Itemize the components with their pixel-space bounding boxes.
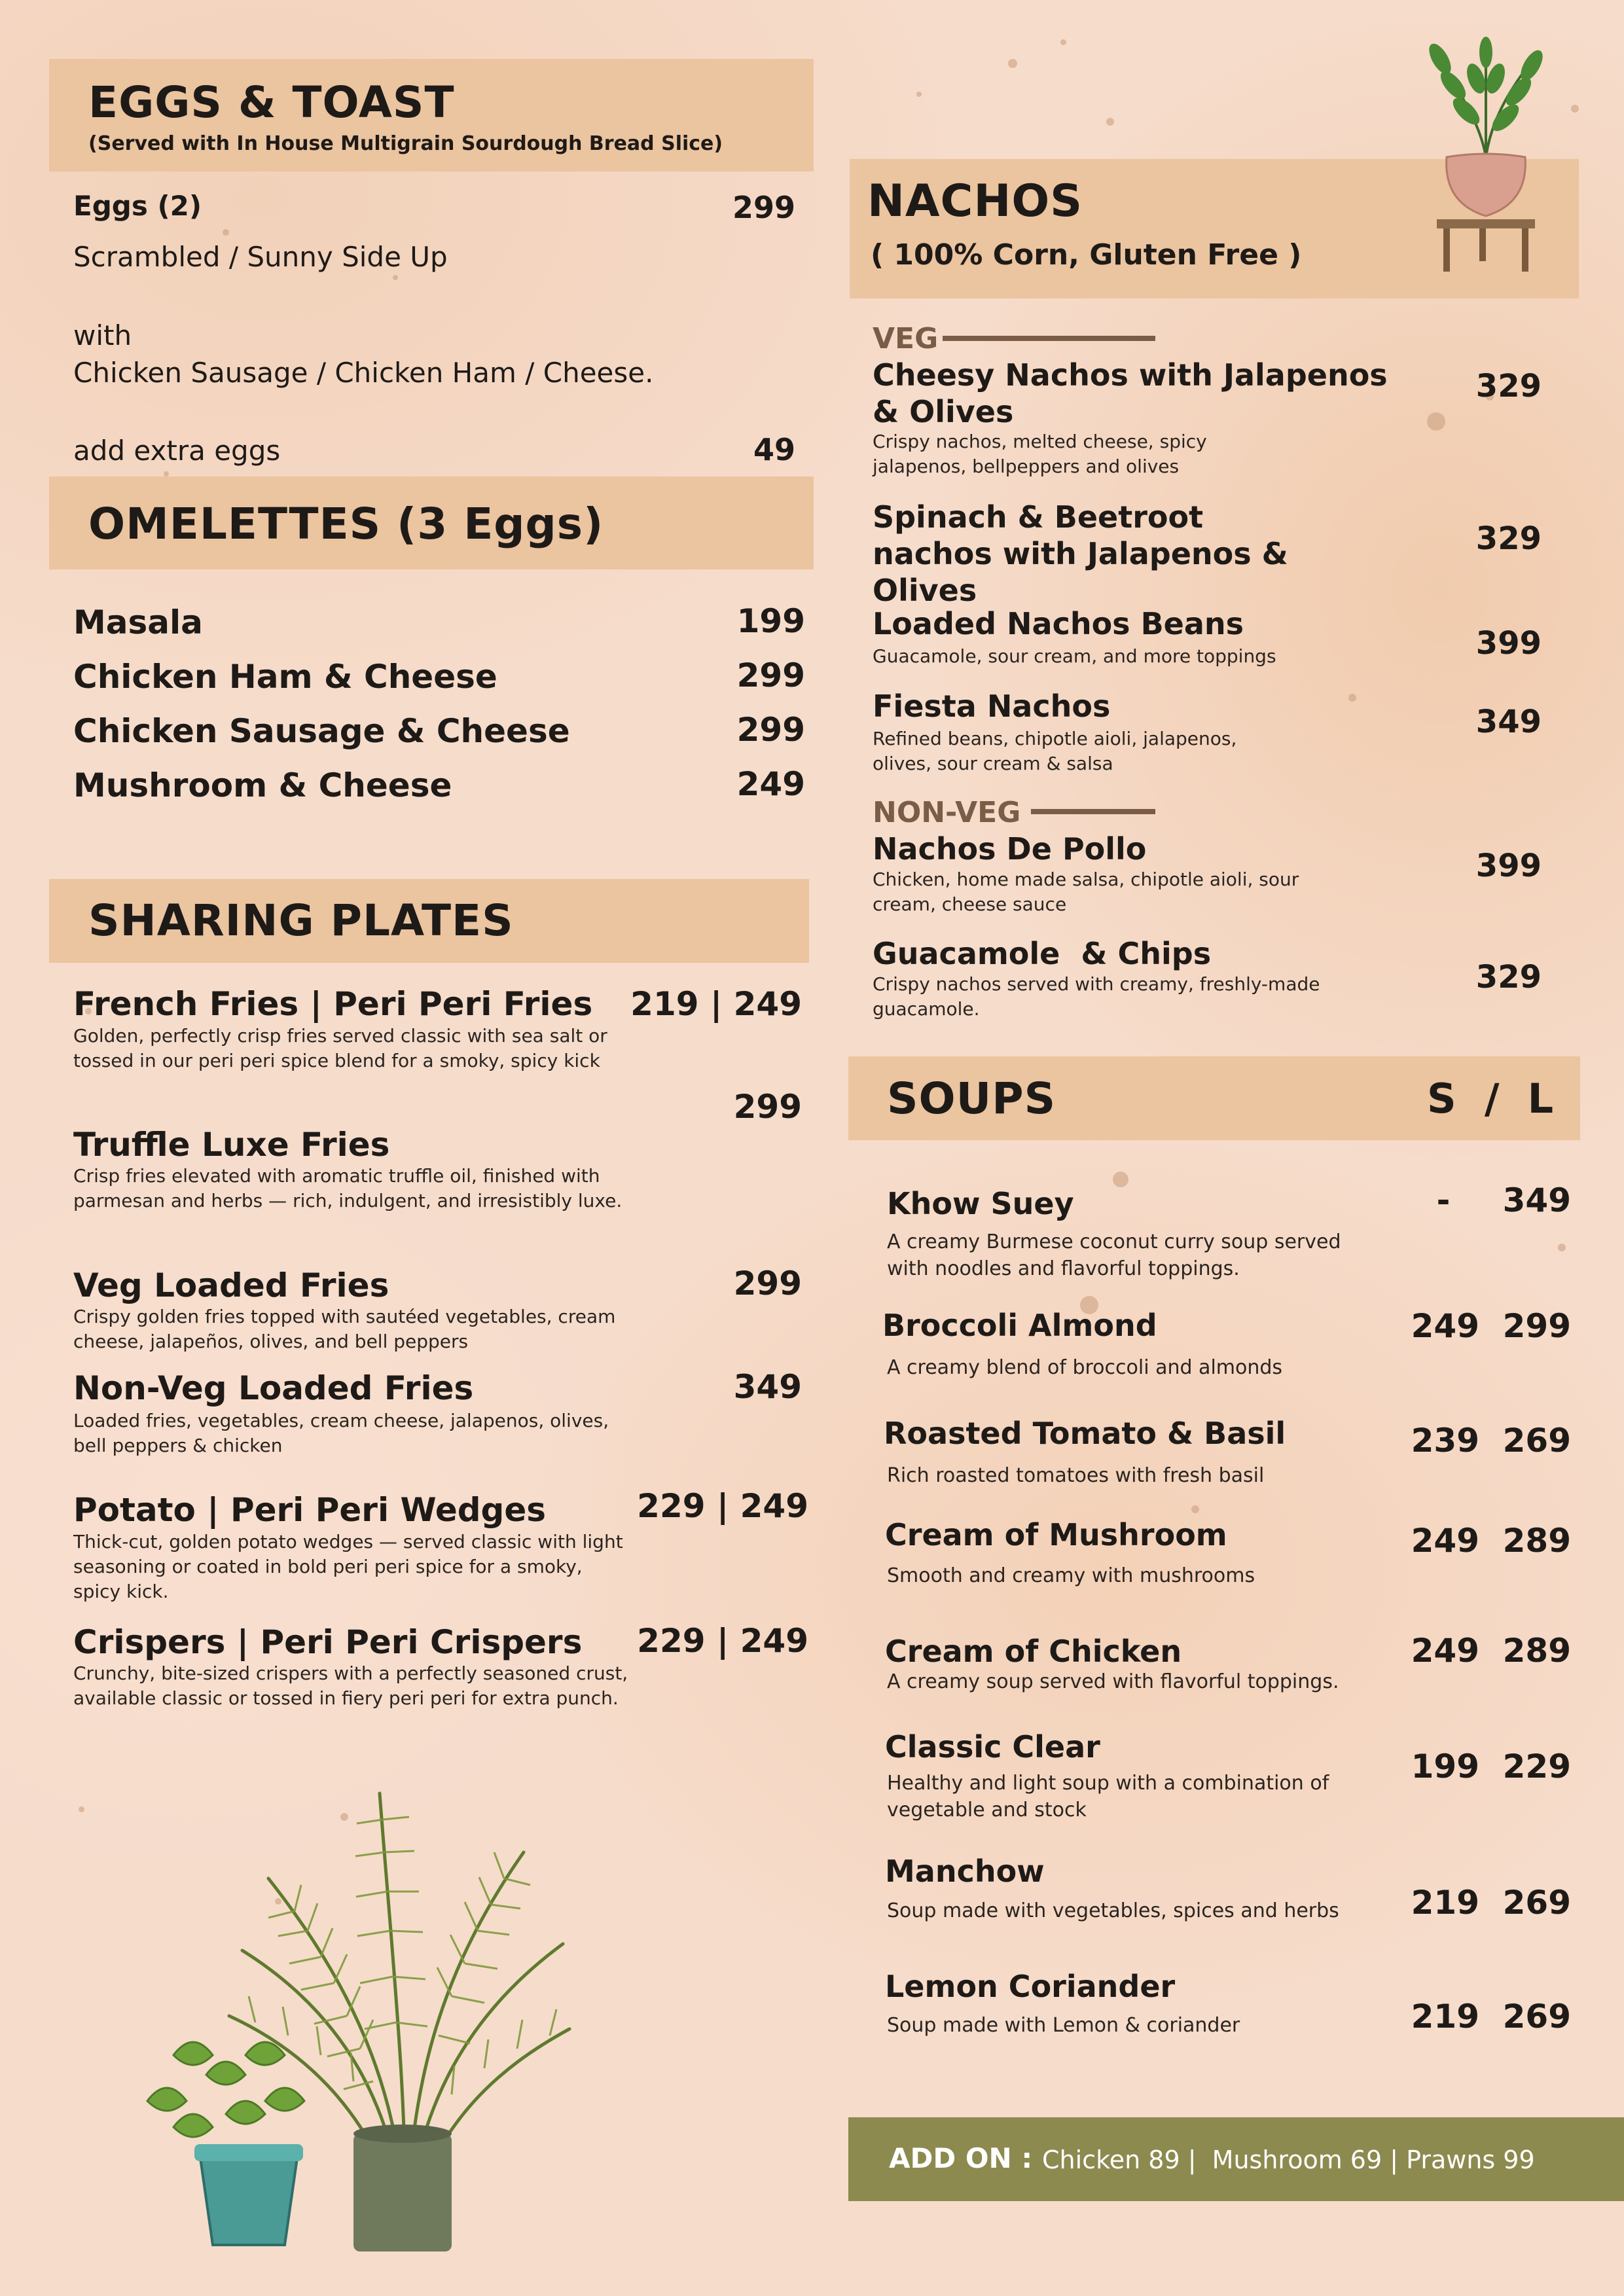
sharing-item-desc: Loaded fries, vegetables, cream cheese, jalapenos, olives, bell peppers & chicken bbox=[73, 1410, 609, 1456]
sharing-item-desc: Golden, perfectly crisp fries served classic with sea salt or tossed in our peri peri spice blend for a smoky, spicy kick bbox=[73, 1025, 607, 1071]
soup-small-price: 199 bbox=[1411, 1748, 1479, 1785]
soup-item-name: Lemon Coriander bbox=[885, 1969, 1176, 2004]
sharing-item-name: Veg Loaded Fries bbox=[73, 1266, 389, 1304]
omelette-item-name: Chicken Sausage & Cheese bbox=[73, 712, 570, 750]
eggs-item-name: Eggs (2) bbox=[73, 190, 202, 222]
nachos-title: NACHOS bbox=[867, 175, 1083, 227]
soup-item-desc: Soup made with Lemon & coriander bbox=[887, 2014, 1240, 2037]
soup-item-desc: Soup made with vegetables, spices and herbs bbox=[887, 1899, 1339, 1922]
sharing-item-name: Crispers | Peri Peri Crispers bbox=[73, 1623, 583, 1661]
omelette-item-name: Mushroom & Cheese bbox=[73, 766, 452, 804]
veg-divider bbox=[943, 336, 1155, 341]
nacho-item-name: Guacamole & Chips bbox=[873, 936, 1212, 971]
omelette-item-price: 249 bbox=[736, 765, 805, 803]
soup-small-price: 219 bbox=[1411, 1998, 1479, 2036]
soup-item-desc: A creamy blend of broccoli and almonds bbox=[887, 1356, 1283, 1379]
soup-small-price: - bbox=[1436, 1181, 1451, 1219]
nacho-item-price: 329 bbox=[1475, 959, 1542, 996]
soup-large-price: 269 bbox=[1502, 1998, 1571, 2036]
eggs-style-line: Scrambled / Sunny Side Up bbox=[73, 241, 448, 273]
nacho-item-desc: Chicken, home made salsa, chipotle aioli, sour cream, cheese sauce bbox=[873, 869, 1299, 915]
soup-item-name: Manchow bbox=[885, 1854, 1045, 1889]
omelette-item-name: Chicken Ham & Cheese bbox=[73, 658, 497, 696]
sharing-item-desc: Thick-cut, golden potato wedges — served classic with light seasoning or coated in bold peri peri spice for a smoky, spicy kick. bbox=[73, 1531, 623, 1602]
soup-large-price: 349 bbox=[1502, 1181, 1571, 1219]
omelette-item-price: 299 bbox=[736, 656, 805, 694]
soups-title: SOUPS bbox=[887, 1073, 1056, 1124]
soup-large-price: 269 bbox=[1502, 1884, 1571, 1922]
sharing-item-price: 229 | 249 bbox=[637, 1487, 808, 1525]
sharing-item-price: 349 bbox=[733, 1368, 802, 1406]
sharing-item-price: 299 bbox=[733, 1265, 802, 1302]
soup-small-price: 239 bbox=[1411, 1422, 1479, 1460]
soup-small-price: 249 bbox=[1411, 1632, 1479, 1670]
soup-item-name: Broccoli Almond bbox=[882, 1308, 1157, 1343]
sharing-item-desc: Crunchy, bite-sized crispers with a perfectly seasoned crust, available classic or tossed in fiery peri peri for extra punch. bbox=[73, 1662, 628, 1709]
addon-label: ADD ON : bbox=[889, 2142, 1033, 2174]
omelette-item-price: 199 bbox=[736, 602, 805, 640]
nacho-item-desc: Crispy nachos, melted cheese, spicy jalapenos, bellpeppers and olives bbox=[873, 431, 1207, 477]
nacho-item-price: 329 bbox=[1475, 368, 1542, 404]
soup-small-price: 249 bbox=[1411, 1522, 1479, 1560]
omelette-item-name: Masala bbox=[73, 603, 203, 641]
soup-small-price: 249 bbox=[1411, 1307, 1479, 1345]
soup-large-price: 289 bbox=[1502, 1522, 1571, 1560]
potted-plant-top-icon bbox=[1414, 33, 1558, 275]
sharing-item-name: Potato | Peri Peri Wedges bbox=[73, 1491, 547, 1529]
omelette-item-price: 299 bbox=[736, 711, 805, 749]
soup-item-desc: A creamy Burmese coconut curry soup served with noodles and flavorful toppings. bbox=[887, 1230, 1341, 1280]
sharing-item-price: 229 | 249 bbox=[637, 1622, 808, 1660]
soup-item-desc: Smooth and creamy with mushrooms bbox=[887, 1564, 1255, 1587]
nacho-item-name: Spinach & Beetroot nachos with Jalapenos & Olives bbox=[873, 499, 1288, 608]
sharing-title: SHARING PLATES bbox=[88, 895, 514, 946]
sharing-item-name: French Fries | Peri Peri Fries bbox=[73, 985, 593, 1023]
nacho-item-desc: Refined beans, chipotle aioli, jalapenos, olives, sour cream & salsa bbox=[873, 728, 1237, 774]
nonveg-label: NON-VEG bbox=[873, 796, 1021, 829]
eggs-extra-name: add extra eggs bbox=[73, 435, 281, 467]
nacho-item-name: Fiesta Nachos bbox=[873, 689, 1111, 724]
soup-item-name: Khow Suey bbox=[887, 1186, 1074, 1221]
eggs-extra-price: 49 bbox=[753, 432, 795, 467]
veg-label: VEG bbox=[873, 322, 939, 355]
eggs-with-options: Chicken Sausage / Chicken Ham / Cheese. bbox=[73, 357, 654, 389]
sharing-item-desc: Crisp fries elevated with aromatic truffle oil, finished with parmesan and herbs — rich, indulgent, and irresistibly luxe. bbox=[73, 1165, 623, 1211]
eggs-subtitle: (Served with In House Multigrain Sourdough Bread Slice) bbox=[88, 132, 723, 155]
soup-large-price: 269 bbox=[1502, 1422, 1571, 1460]
soup-item-desc: Healthy and light soup with a combination of vegetable and stock bbox=[887, 1772, 1329, 1821]
soup-large-price: 299 bbox=[1502, 1307, 1571, 1345]
nacho-item-name: Nachos De Pollo bbox=[873, 831, 1147, 867]
sharing-item-price: 299 bbox=[733, 1088, 802, 1126]
addon-items: Chicken 89 | Mushroom 69 | Prawns 99 bbox=[1042, 2145, 1535, 2174]
soup-item-name: Cream of Mushroom bbox=[885, 1517, 1227, 1552]
nacho-item-price: 349 bbox=[1475, 704, 1542, 740]
sharing-item-name: Truffle Luxe Fries bbox=[73, 1126, 390, 1164]
soups-size-header: S / L bbox=[1427, 1075, 1554, 1122]
eggs-item-price: 299 bbox=[732, 190, 795, 225]
nacho-item-price: 329 bbox=[1475, 520, 1542, 557]
nonveg-divider bbox=[1031, 809, 1155, 814]
soup-item-desc: Rich roasted tomatoes with fresh basil bbox=[887, 1464, 1265, 1487]
pothos-plant-icon bbox=[134, 2016, 357, 2251]
nacho-item-name: Loaded Nachos Beans bbox=[873, 606, 1244, 641]
soup-item-name: Classic Clear bbox=[885, 1729, 1100, 1765]
sharing-item-name: Non-Veg Loaded Fries bbox=[73, 1369, 474, 1407]
eggs-title: EGGS & TOAST bbox=[88, 77, 455, 128]
nachos-subtitle: ( 100% Corn, Gluten Free ) bbox=[871, 238, 1302, 272]
soup-item-name: Roasted Tomato & Basil bbox=[884, 1416, 1286, 1451]
sharing-item-desc: Crispy golden fries topped with sautéed vegetables, cream cheese, jalapeños, olives, and bell peppers bbox=[73, 1306, 616, 1352]
soup-large-price: 229 bbox=[1502, 1748, 1571, 1785]
omelettes-title: OMELETTES (3 Eggs) bbox=[88, 499, 604, 549]
soup-item-name: Cream of Chicken bbox=[885, 1634, 1182, 1669]
nacho-item-desc: Crispy nachos served with creamy, freshly-made guacamole. bbox=[873, 973, 1320, 1020]
soup-small-price: 219 bbox=[1411, 1884, 1479, 1922]
sharing-item-price: 219 | 249 bbox=[630, 985, 802, 1023]
nacho-item-price: 399 bbox=[1475, 848, 1542, 884]
eggs-with-label: with bbox=[73, 319, 132, 351]
nacho-item-price: 399 bbox=[1475, 625, 1542, 662]
nacho-item-name: Cheesy Nachos with Jalapenos & Olives bbox=[873, 357, 1388, 429]
soup-item-desc: A creamy soup served with flavorful toppings. bbox=[887, 1670, 1339, 1693]
soup-large-price: 289 bbox=[1502, 1632, 1571, 1670]
nacho-item-desc: Guacamole, sour cream, and more toppings bbox=[873, 645, 1276, 667]
